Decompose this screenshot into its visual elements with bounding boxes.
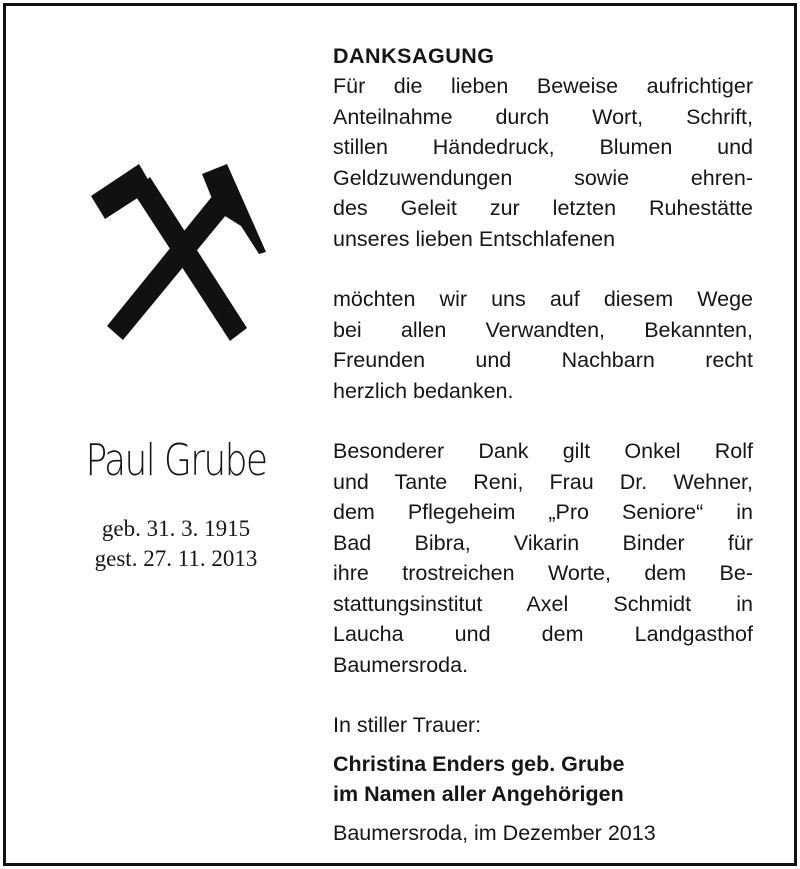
text-line: Freunden und Nachbarn recht <box>333 348 753 372</box>
thanks-text-column <box>333 41 753 848</box>
paragraph-relatives <box>333 284 753 406</box>
text-line: herzlich bedanken. <box>333 378 514 403</box>
hammer-and-pick-icon <box>81 156 281 344</box>
mourning-label: In stiller Trauer: <box>333 713 482 737</box>
signatory <box>333 749 753 810</box>
heading-danksagung: DANKSAGUNG <box>333 44 495 68</box>
signatory-note: im Namen aller Angehörigen <box>333 782 624 806</box>
text-line: bei allen Verwandten, Bekannten, <box>333 317 753 342</box>
text-line: stattungsinstitut Axel Schmidt in <box>333 591 753 616</box>
text-line: und Tante Reni, Frau Dr. Wehner, <box>333 469 753 494</box>
text-line: stillen Händedruck, Blumen und <box>333 135 753 159</box>
place-and-date: Baumersroda, im Dezember 2013 <box>333 820 656 845</box>
text-line: Besonderer Dank gilt Onkel Rolf <box>333 439 753 463</box>
text-line: des Geleit zur letzten Ruhestätte <box>333 196 753 220</box>
text-line: möchten wir uns auf diesem Wege <box>333 287 753 311</box>
obituary-notice <box>3 3 797 866</box>
text-line: Baumersroda. <box>333 652 469 677</box>
text-line: Für die lieben Beweise aufrichtiger <box>333 74 753 98</box>
paragraph-thanks <box>333 71 753 254</box>
text-line: ihre trostreichen Worte, dem Be- <box>333 561 753 585</box>
text-line: Geldzuwendungen sowie ehren- <box>333 165 753 190</box>
death-date: gest. 27. 11. 2013 <box>94 546 258 571</box>
text-line: Laucha und dem Landgasthof <box>333 622 753 646</box>
text-line: Anteilnahme durch Wort, Schrift, <box>333 104 753 129</box>
signatory-name: Christina Enders geb. Grube <box>333 751 625 776</box>
text-line: unseres lieben Entschlafenen <box>333 226 616 251</box>
text-line: Bad Bibra, Vikarin Binder für <box>333 530 753 555</box>
life-dates <box>6 514 346 574</box>
text-line: dem Pflegeheim „Pro Seniore“ in <box>333 500 753 524</box>
deceased-name: Paul Grube <box>85 435 267 486</box>
birth-date: geb. 31. 3. 1915 <box>101 516 251 541</box>
paragraph-special-thanks <box>333 436 753 680</box>
